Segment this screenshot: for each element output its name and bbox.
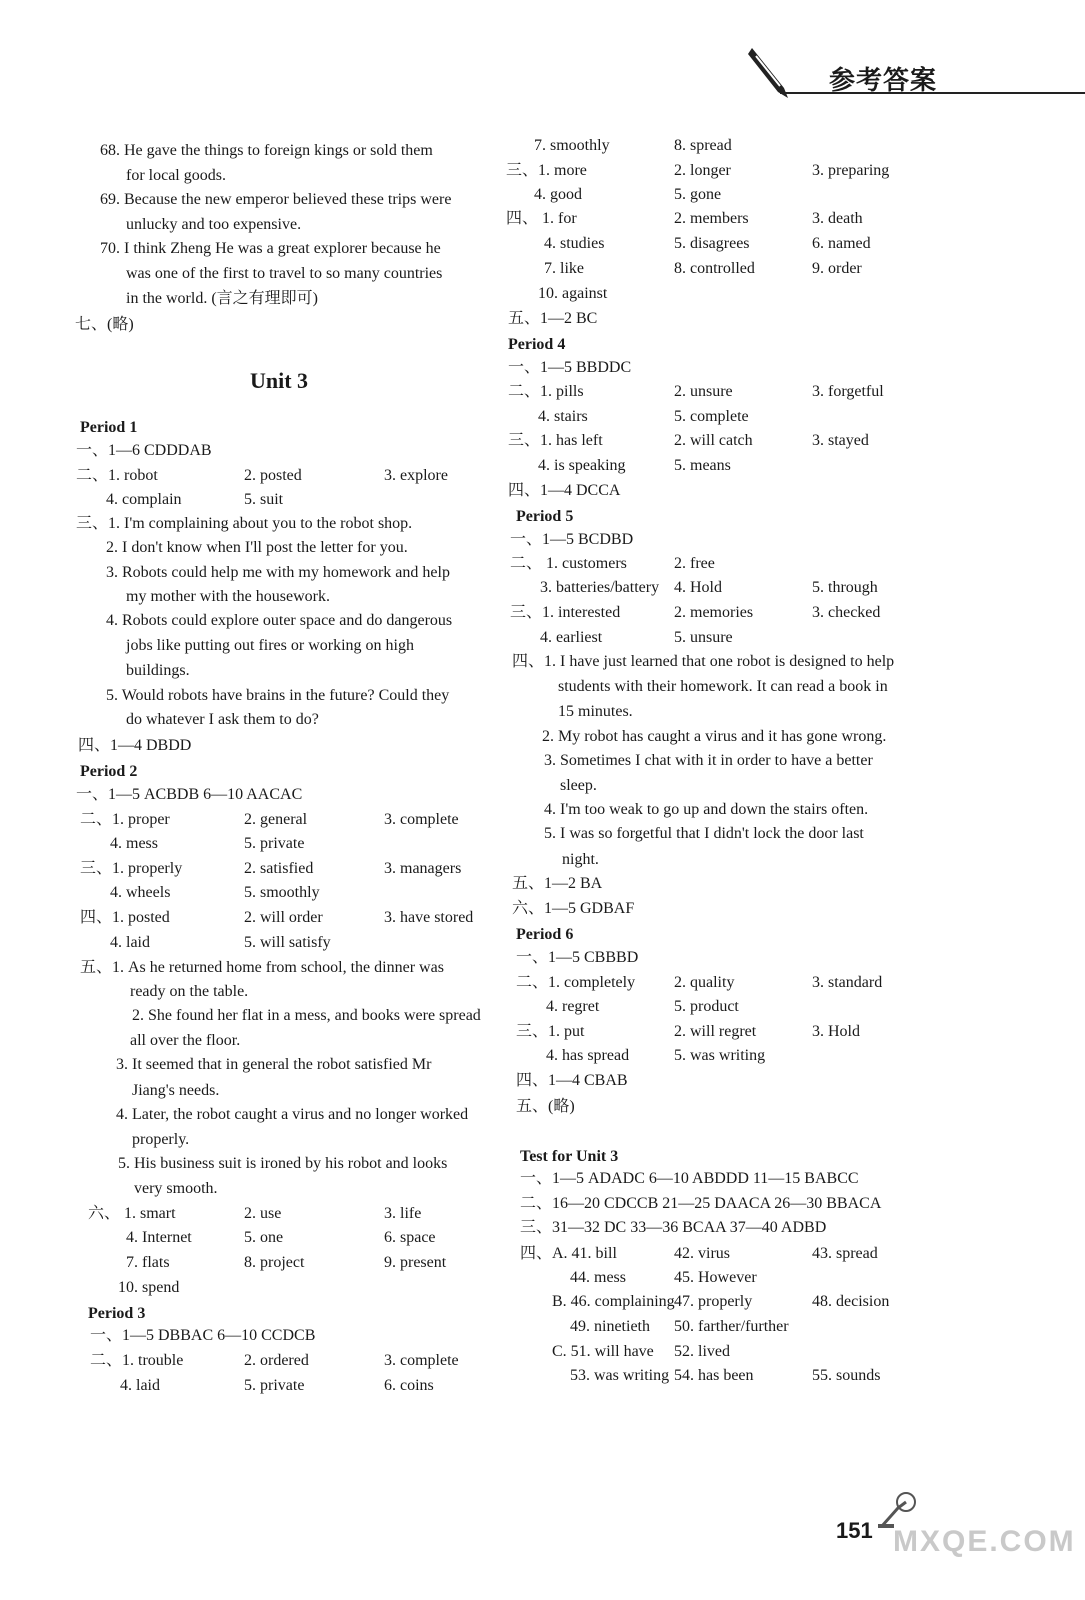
answer-line: sleep. (560, 777, 597, 794)
answer-line: 4. Later, the robot caught a virus and no longer worked (116, 1106, 469, 1123)
answer-cell: 44. mess (570, 1269, 626, 1286)
answer-line: 四、1. I have just learned that one robot is designed to help (512, 653, 895, 670)
answer-cell: 2. memories (674, 604, 754, 621)
answer-line: 六、1—5 GDBAF (512, 900, 635, 917)
answer-cell: 5. complete (674, 408, 749, 425)
answer-cell: 48. decision (812, 1293, 890, 1310)
answer-cell: 4. complain (106, 491, 182, 508)
answer-line: buildings. (126, 662, 190, 679)
answer-cell: 4. has spread (546, 1047, 630, 1064)
answer-cell: 2. will catch (674, 432, 753, 449)
answer-cell: 8. controlled (674, 260, 755, 277)
answer-cell: 2. posted (244, 467, 302, 484)
answer-cell: 5. gone (674, 186, 722, 203)
answer-line: 一、1—5 ADADC 6—10 ABDDD 11—15 BABCC (520, 1170, 859, 1187)
answer-cell: 54. has been (674, 1367, 754, 1384)
answer-cell: 5. will satisfy (244, 934, 331, 951)
answer-cell: 5. disagrees (674, 235, 750, 252)
answer-cell: 3. Hold (812, 1023, 860, 1040)
answer-line: for local goods. (126, 167, 226, 184)
section-heading: Period 4 (508, 336, 566, 353)
answer-cell: 5. means (674, 457, 731, 474)
answer-cell: 6. space (384, 1229, 436, 1246)
answer-cell: 8. spread (674, 137, 732, 154)
answer-line: do whatever I ask them to do? (126, 711, 319, 728)
answer-cell: 2. use (244, 1205, 282, 1222)
section-heading: Period 3 (88, 1305, 146, 1322)
answer-line: 一、1—5 BCDBD (510, 531, 634, 548)
answer-cell: 四、 1. for (506, 210, 577, 227)
pen-icon (744, 44, 796, 100)
section-heading: Period 6 (516, 926, 574, 943)
answer-cell: 六、 1. smart (88, 1205, 176, 1222)
answer-cell: 二、1. trouble (90, 1352, 184, 1369)
answer-cell: 2. quality (674, 974, 735, 991)
answer-cell: 49. ninetieth (570, 1318, 650, 1335)
answer-cell: 5. one (244, 1229, 284, 1246)
answer-line: 四、1—4 CBAB (516, 1072, 628, 1089)
answer-cell: 4. laid (110, 934, 150, 951)
answer-line: 一、1—5 CBBBD (516, 949, 639, 966)
answer-cell: 9. present (384, 1254, 447, 1271)
answer-line: 5. Would robots have brains in the future? Could they (106, 687, 450, 704)
answer-cell: 4. good (534, 186, 582, 203)
answer-cell: 3. batteries/battery (540, 579, 660, 596)
answer-line: very smooth. (134, 1180, 218, 1197)
answer-line: 3. Sometimes I chat with it in order to have a better (544, 752, 873, 769)
answer-cell: 3. explore (384, 467, 448, 484)
answer-cell: 四、1. posted (80, 909, 170, 926)
answer-line: 15 minutes. (558, 703, 633, 720)
answer-line: 四、1—4 DBDD (78, 737, 192, 754)
answer-cell: 3. complete (384, 811, 459, 828)
section-heading: Test for Unit 3 (520, 1148, 619, 1165)
answer-line: 69. Because the new emperor believed these trips were (100, 191, 452, 208)
answer-cell: 三、1. more (506, 162, 587, 179)
answer-line: 5. I was so forgetful that I didn't lock the door last (544, 825, 864, 842)
answer-line: 70. I think Zheng He was a great explorer because he (100, 240, 441, 257)
answer-line: 四、1—4 DCCA (508, 482, 621, 499)
answer-cell: C. 51. will have (552, 1343, 654, 1360)
watermark: MXQE.COM (893, 1525, 1076, 1558)
answer-line: 2. She found her flat in a mess, and books were spread (132, 1007, 481, 1024)
answer-cell: 7. like (544, 260, 584, 277)
answer-cell: 2. will order (244, 909, 323, 926)
answer-cell: 5. smoothly (244, 884, 320, 901)
answer-line: 五、(略) (516, 1098, 575, 1115)
answer-line: my mother with the housework. (126, 588, 330, 605)
answer-cell: 5. through (812, 579, 878, 596)
page-number: 151 (836, 1518, 873, 1543)
answer-line: 一、1—5 ACBDB 6—10 AACAC (76, 786, 303, 803)
answer-cell: 四、A. 41. bill (520, 1245, 617, 1262)
answer-cell: 7. smoothly (534, 137, 610, 154)
answer-line: 10. against (538, 285, 608, 302)
answer-line: Jiang's needs. (132, 1082, 220, 1099)
answer-cell: 55. sounds (812, 1367, 881, 1384)
answer-line: jobs like putting out fires or working on high (126, 637, 414, 654)
answer-line: 五、1—2 BA (512, 875, 603, 892)
answer-cell: 二、1. robot (76, 467, 158, 484)
answer-line: 5. His business suit is ironed by his robot and looks (118, 1155, 448, 1172)
answer-cell: 2. unsure (674, 383, 733, 400)
answer-cell: 47. properly (674, 1293, 753, 1310)
answer-line: students with their homework. It can read a book in (558, 678, 888, 695)
answer-cell: 2. satisfied (244, 860, 314, 877)
unit-title: Unit 3 (250, 368, 309, 393)
answer-line: 三、1. I'm complaining about you to the robot shop. (76, 515, 413, 532)
answer-line: 一、1—5 DBBAC 6—10 CCDCB (90, 1327, 316, 1344)
answer-line: 一、1—5 BBDDC (508, 359, 632, 376)
answer-line: 10. spend (118, 1279, 180, 1296)
answer-cell: 二、1. proper (80, 811, 170, 828)
answer-cell: 3. complete (384, 1352, 459, 1369)
answer-line: in the world. (言之有理即可) (126, 290, 318, 307)
answer-cell: 4. mess (110, 835, 158, 852)
answer-cell: 二、1. completely (516, 974, 636, 991)
answer-cell: 3. have stored (384, 909, 474, 926)
answer-cell: 3. checked (812, 604, 881, 621)
answer-line: 4. Robots could explore outer space and do dangerous (106, 612, 453, 629)
header-rule (780, 92, 1085, 94)
answer-line: 三、31—32 DC 33—36 BCAA 37—40 ADBD (520, 1219, 827, 1236)
answer-cell: 2. longer (674, 162, 731, 179)
answer-cell: 5. unsure (674, 629, 733, 646)
answer-cell: 三、1. put (516, 1023, 585, 1040)
answer-cell: 7. flats (126, 1254, 170, 1271)
robot-arm-icon (876, 1490, 920, 1530)
answer-cell: 52. lived (674, 1343, 730, 1360)
answer-line: properly. (132, 1131, 190, 1148)
answer-cell: 3. stayed (812, 432, 869, 449)
answer-line: all over the floor. (130, 1032, 241, 1049)
answer-cell: 2. members (674, 210, 749, 227)
answer-cell: 4. Internet (126, 1229, 192, 1246)
section-heading: Period 5 (516, 508, 574, 525)
answer-line: 五、1. As he returned home from school, the dinner was (80, 959, 444, 976)
answer-cell: 4. is speaking (538, 457, 626, 474)
answer-line: 一、1—6 CDDDAB (76, 442, 212, 459)
answer-cell: 3. forgetful (812, 383, 884, 400)
answer-cell: 2. general (244, 811, 308, 828)
answer-cell: 二、1. pills (508, 383, 584, 400)
answer-cell: 3. death (812, 210, 863, 227)
answer-cell: 三、1. has left (508, 432, 603, 449)
answer-line: 2. I don't know when I'll post the letter for you. (106, 539, 408, 556)
answer-cell: 4. Hold (674, 579, 722, 596)
answer-line: 七、(略) (75, 316, 134, 333)
section-heading: Period 1 (80, 419, 138, 436)
answer-cell: 5. product (674, 998, 739, 1015)
answer-cell: 4. wheels (110, 884, 171, 901)
section-heading: Period 2 (80, 763, 138, 780)
answer-cell: 5. suit (244, 491, 284, 508)
answer-line: 4. I'm too weak to go up and down the stairs often. (544, 801, 869, 818)
answer-cell: 4. studies (544, 235, 605, 252)
answer-cell: 4. stairs (538, 408, 588, 425)
answer-cell: 2. will regret (674, 1023, 757, 1040)
answer-cell: 2. free (674, 555, 715, 572)
answer-line: 3. It seemed that in general the robot satisfied Mr (116, 1056, 432, 1073)
answer-cell: 53. was writing (570, 1367, 670, 1384)
answer-cell: B. 46. complaining (552, 1293, 675, 1310)
answer-line: 五、1—2 BC (508, 310, 598, 327)
answer-cell: 二、 1. customers (510, 555, 627, 572)
answer-cell: 50. farther/further (674, 1318, 789, 1335)
answer-cell: 3. life (384, 1205, 422, 1222)
answer-cell: 5. private (244, 835, 305, 852)
answer-cell: 2. ordered (244, 1352, 309, 1369)
answer-cell: 三、1. properly (80, 860, 183, 877)
header-title: 参考答案 (828, 66, 937, 96)
answer-cell: 3. preparing (812, 162, 890, 179)
answer-cell: 6. named (812, 235, 871, 252)
answer-cell: 6. coins (384, 1377, 434, 1394)
answer-cell: 9. order (812, 260, 862, 277)
answer-cell: 42. virus (674, 1245, 730, 1262)
answer-cell: 45. However (674, 1269, 757, 1286)
answer-cell: 5. private (244, 1377, 305, 1394)
answer-cell: 3. managers (384, 860, 462, 877)
answer-line: 2. My robot has caught a virus and it has gone wrong. (542, 728, 887, 745)
answer-cell: 5. was writing (674, 1047, 766, 1064)
answer-line: ready on the table. (130, 983, 249, 1000)
answer-line: was one of the first to travel to so many countries (126, 265, 443, 282)
answer-line: night. (562, 851, 599, 868)
answer-cell: 4. laid (120, 1377, 160, 1394)
answer-cell: 3. standard (812, 974, 883, 991)
answer-line: unlucky and too expensive. (126, 216, 302, 233)
answer-line: 3. Robots could help me with my homework and help (106, 564, 450, 581)
answer-cell: 4. earliest (540, 629, 603, 646)
answer-cell: 三、1. interested (510, 604, 621, 621)
answer-line: 68. He gave the things to foreign kings or sold them (100, 142, 433, 159)
answer-cell: 43. spread (812, 1245, 878, 1262)
answer-cell: 4. regret (546, 998, 600, 1015)
answer-line: 二、16—20 CDCCB 21—25 DAACA 26—30 BBACA (520, 1195, 882, 1212)
answer-cell: 8. project (244, 1254, 305, 1271)
